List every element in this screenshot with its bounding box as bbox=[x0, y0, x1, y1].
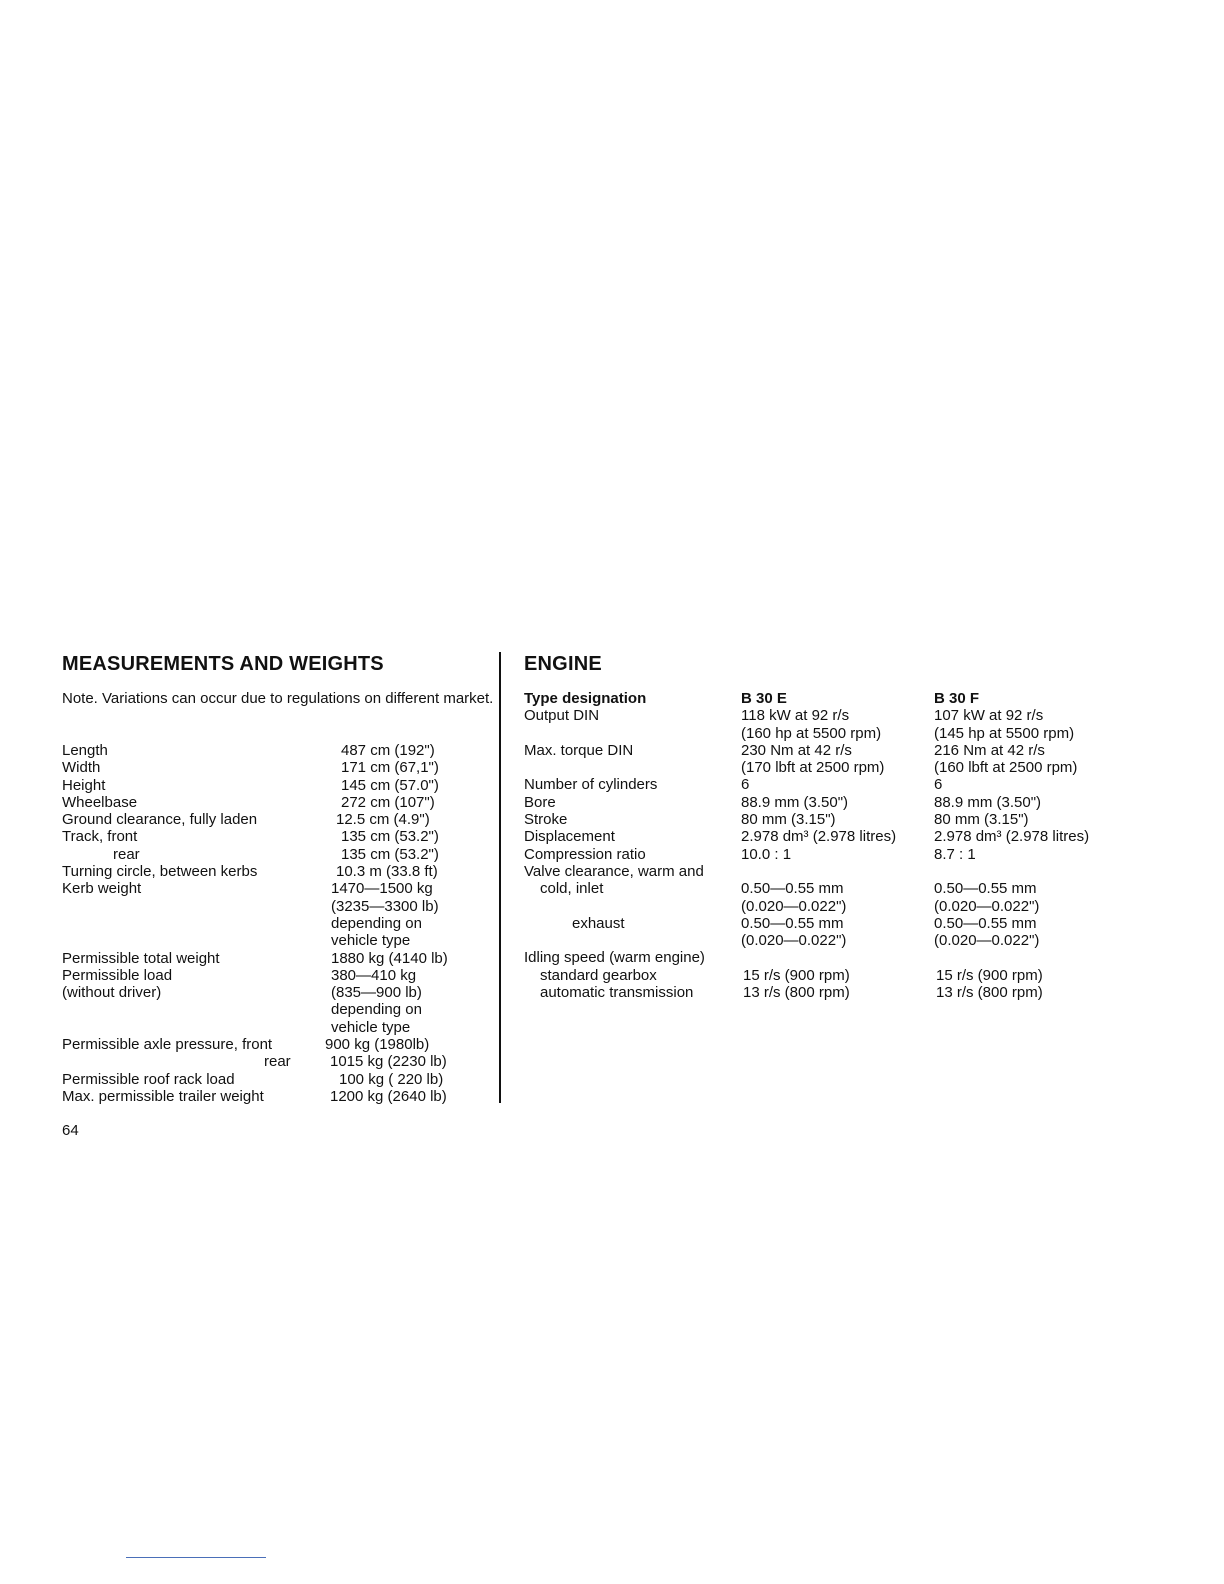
spec-value: 272 cm (107") bbox=[341, 793, 435, 811]
market-note: Note. Variations can occur due to regulations on different market. bbox=[62, 690, 494, 707]
spec-label: Bore bbox=[524, 793, 556, 811]
table-row bbox=[524, 932, 1164, 949]
list-item bbox=[62, 932, 496, 949]
list-item bbox=[62, 984, 496, 1001]
b30e-value: 0.50—0.55 mm bbox=[741, 914, 844, 932]
spec-value: 1470—1500 kg bbox=[331, 880, 433, 898]
b30f-value: 13 r/s (800 rpm) bbox=[936, 984, 1043, 1002]
list-item bbox=[62, 811, 496, 828]
list-item bbox=[62, 794, 496, 811]
list-item bbox=[62, 1088, 496, 1105]
b30e-value: 118 kW at 92 r/s bbox=[741, 707, 850, 725]
b30f-value: 80 mm (3.15") bbox=[934, 811, 1029, 829]
list-item bbox=[62, 846, 496, 863]
table-row bbox=[524, 794, 1164, 811]
b30f-value: 0.50—0.55 mm bbox=[934, 880, 1037, 898]
table-row bbox=[524, 846, 1164, 863]
spec-value: 135 cm (53.2") bbox=[341, 845, 439, 863]
list-item bbox=[62, 880, 496, 897]
table-row bbox=[524, 984, 1164, 1001]
table-row bbox=[524, 707, 1164, 724]
b30f-value: 107 kW at 92 r/s bbox=[934, 707, 1044, 725]
b30e-value: B 30 E bbox=[741, 690, 787, 707]
spec-label: Permissible roof rack load bbox=[62, 1070, 235, 1088]
table-row bbox=[524, 811, 1164, 828]
b30e-value: (0.020—0.022") bbox=[741, 932, 847, 950]
b30f-value: 88.9 mm (3.50") bbox=[934, 793, 1042, 811]
table-row bbox=[524, 880, 1164, 897]
table-row bbox=[524, 828, 1164, 845]
spec-label: Turning circle, between kerbs bbox=[62, 863, 258, 881]
spec-label: Height bbox=[62, 776, 106, 794]
list-item bbox=[62, 1071, 496, 1088]
spec-label: Valve clearance, warm and bbox=[524, 862, 704, 880]
spec-label: rear bbox=[113, 845, 140, 863]
spec-label: automatic transmission bbox=[540, 984, 694, 1002]
measurements-heading: MEASUREMENTS AND WEIGHTS bbox=[62, 653, 384, 675]
spec-value: vehicle type bbox=[331, 932, 411, 950]
spec-value: (3235—3300 lb) bbox=[331, 897, 439, 915]
list-item bbox=[62, 777, 496, 794]
table-row bbox=[524, 915, 1164, 932]
engine-spec-list bbox=[524, 690, 1164, 1001]
spec-label: Number of cylinders bbox=[524, 776, 658, 794]
spec-label: Max. torque DIN bbox=[524, 741, 634, 759]
spec-label: Wheelbase bbox=[62, 793, 138, 811]
spec-value: 1015 kg (2230 lb) bbox=[330, 1053, 447, 1071]
b30f-value: (145 hp at 5500 rpm) bbox=[934, 724, 1075, 742]
spec-value: 171 cm (67,1") bbox=[341, 759, 439, 777]
spec-label: Kerb weight bbox=[62, 880, 142, 898]
b30e-value: 80 mm (3.15") bbox=[741, 811, 836, 829]
b30e-value: 6 bbox=[741, 776, 750, 794]
b30e-value: 13 r/s (800 rpm) bbox=[743, 984, 850, 1002]
page-number: 64 bbox=[62, 1122, 79, 1139]
list-item bbox=[62, 950, 496, 967]
table-header-row bbox=[524, 690, 1164, 707]
b30e-value: 0.50—0.55 mm bbox=[741, 880, 844, 898]
measurements-list bbox=[62, 742, 496, 1105]
spec-value: 100 kg ( 220 lb) bbox=[339, 1070, 444, 1088]
spec-label: Max. permissible trailer weight bbox=[62, 1087, 264, 1105]
list-item bbox=[62, 742, 496, 759]
list-item bbox=[62, 863, 496, 880]
b30f-value: 0.50—0.55 mm bbox=[934, 914, 1037, 932]
list-item bbox=[62, 1001, 496, 1018]
spec-value: 1200 kg (2640 lb) bbox=[330, 1087, 447, 1105]
engine-heading: ENGINE bbox=[524, 653, 602, 675]
spec-value: 1880 kg (4140 lb) bbox=[331, 949, 448, 967]
spec-label: Stroke bbox=[524, 811, 568, 829]
b30f-value: 6 bbox=[934, 776, 943, 794]
list-item bbox=[62, 898, 496, 915]
list-item bbox=[62, 1053, 496, 1070]
spec-label: Compression ratio bbox=[524, 845, 646, 863]
spec-value: 10.3 m (33.8 ft) bbox=[336, 863, 438, 881]
b30f-value: 2.978 dm³ (2.978 litres) bbox=[934, 828, 1090, 846]
list-item bbox=[62, 759, 496, 776]
table-row bbox=[524, 967, 1164, 984]
spec-label: rear bbox=[264, 1053, 291, 1071]
spec-value: 380—410 kg bbox=[331, 966, 417, 984]
b30e-value: (160 hp at 5500 rpm) bbox=[741, 724, 882, 742]
b30e-value: 2.978 dm³ (2.978 litres) bbox=[741, 828, 897, 846]
b30f-value: 216 Nm at 42 r/s bbox=[934, 741, 1045, 759]
spec-value: 145 cm (57.0") bbox=[341, 776, 439, 794]
b30e-value: 88.9 mm (3.50") bbox=[741, 793, 849, 811]
b30f-value: B 30 F bbox=[934, 690, 980, 707]
spec-label: Permissible load bbox=[62, 966, 173, 984]
spec-value: depending on bbox=[331, 1001, 422, 1019]
table-row bbox=[524, 725, 1164, 742]
spec-label: cold, inlet bbox=[540, 880, 604, 898]
table-row bbox=[524, 759, 1164, 776]
spec-label: exhaust bbox=[572, 914, 625, 932]
list-item bbox=[62, 1036, 496, 1053]
spec-label: standard gearbox bbox=[540, 966, 657, 984]
table-row bbox=[524, 898, 1164, 915]
spec-value: 135 cm (53.2") bbox=[341, 828, 439, 846]
column-divider bbox=[499, 652, 501, 1103]
spec-label: Output DIN bbox=[524, 707, 600, 725]
table-row bbox=[524, 776, 1164, 793]
spec-label: Idling speed (warm engine) bbox=[524, 949, 705, 967]
b30e-value: (170 lbft at 2500 rpm) bbox=[741, 759, 885, 777]
footer-rule bbox=[126, 1557, 266, 1558]
spec-value: 487 cm (192") bbox=[341, 742, 435, 759]
spec-label: Track, front bbox=[62, 828, 138, 846]
list-item bbox=[62, 1019, 496, 1036]
spec-label: Permissible total weight bbox=[62, 949, 220, 967]
spec-label: Type designation bbox=[524, 690, 647, 707]
b30f-value: (160 lbft at 2500 rpm) bbox=[934, 759, 1078, 777]
b30e-value: 10.0 : 1 bbox=[741, 845, 792, 863]
spec-label: Length bbox=[62, 742, 108, 759]
spec-label: Ground clearance, fully laden bbox=[62, 811, 258, 829]
b30e-value: 230 Nm at 42 r/s bbox=[741, 741, 852, 759]
b30f-value: 8.7 : 1 bbox=[934, 845, 976, 863]
spec-value: 900 kg (1980lb) bbox=[325, 1036, 430, 1054]
b30f-value: (0.020—0.022") bbox=[934, 897, 1040, 915]
b30f-value: (0.020—0.022") bbox=[934, 932, 1040, 950]
b30f-value: 15 r/s (900 rpm) bbox=[936, 966, 1043, 984]
spec-label: Permissible axle pressure, front bbox=[62, 1036, 273, 1054]
spec-value: vehicle type bbox=[331, 1018, 411, 1036]
list-item bbox=[62, 967, 496, 984]
spec-value: depending on bbox=[331, 914, 422, 932]
spec-value: 12.5 cm (4.9") bbox=[336, 811, 430, 829]
spec-value: (835—900 lb) bbox=[331, 984, 422, 1002]
table-row bbox=[524, 863, 1164, 880]
spec-label: (without driver) bbox=[62, 984, 162, 1002]
b30e-value: (0.020—0.022") bbox=[741, 897, 847, 915]
table-row bbox=[524, 742, 1164, 759]
b30e-value: 15 r/s (900 rpm) bbox=[743, 966, 850, 984]
list-item bbox=[62, 915, 496, 932]
spec-label: Width bbox=[62, 759, 101, 777]
table-row bbox=[524, 949, 1164, 966]
list-item bbox=[62, 828, 496, 845]
spec-label: Displacement bbox=[524, 828, 615, 846]
